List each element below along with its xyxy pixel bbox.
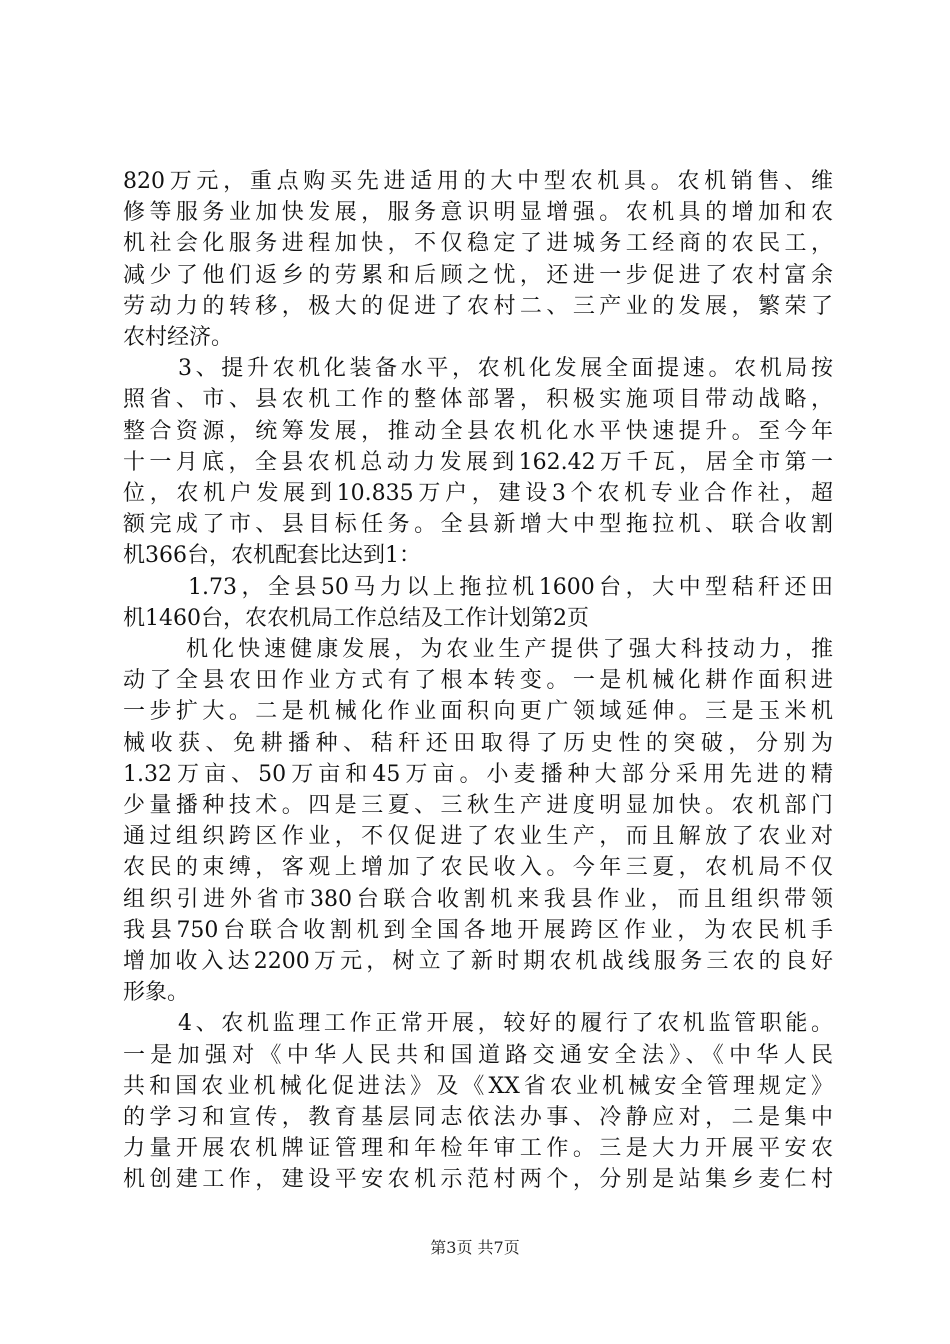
- text-line: 3、提升农机化装备水平，农机化发展全面提速。农机局按: [178, 356, 833, 382]
- text-line: 修等服务业加快发展，服务意识明显增强。农机具的增加和农: [123, 200, 833, 226]
- text-line: 一步扩大。二是机械化作业面积向更广领域延伸。三是玉米机: [123, 699, 833, 725]
- text-line: 4、农机监理工作正常开展，较好的履行了农机监管职能。: [178, 1011, 833, 1037]
- text-line: 形象。: [123, 980, 190, 1006]
- text-line: 少量播种技术。四是三夏、三秋生产进度明显加快。农机部门: [123, 793, 833, 818]
- text-line: 1.32万亩、50万亩和45万亩。小麦播种大部分采用先进的精: [123, 761, 833, 787]
- text-line: 机366台，农机配套比达到1：: [123, 543, 421, 569]
- text-line: 增加收入达2200万元，树立了新时期农机战线服务三农的良好: [123, 949, 833, 974]
- text-line: 机化快速健康发展，为农业生产提供了强大科技动力，推: [186, 637, 833, 662]
- text-line: 位，农机户发展到10.835万户，建设3个农机专业合作社，超: [123, 481, 833, 506]
- text-line: 组织引进外省市380台联合收割机来我县作业，而且组织带领: [123, 886, 833, 912]
- text-line: 农民的束缚，客观上增加了农民收入。今年三夏，农机局不仅: [123, 855, 833, 881]
- text-line: 一是加强对《中华人民共和国道路交通安全法》、《中华人民: [123, 1042, 833, 1068]
- text-line: 我县750台联合收割机到全国各地开展跨区作业，为农民机手: [123, 917, 833, 943]
- text-line: 十一月底，全县农机总动力发展到162.42万千瓦，居全市第一: [123, 449, 833, 475]
- text-line: 通过组织跨区作业，不仅促进了农业生产，而且解放了农业对: [123, 824, 833, 850]
- text-line: 农村经济。: [123, 325, 234, 350]
- text-line: 机社会化服务进程加快，不仅稳定了进城务工经商的农民工，: [123, 231, 833, 257]
- page-footer: [0, 1237, 950, 1259]
- text-line: 力量开展农机牌证管理和年检年审工作。三是大力开展平安农: [123, 1136, 833, 1162]
- text-line: 机1460台，农农机局工作总结及工作计划第2页: [123, 605, 589, 631]
- text-line: 劳动力的转移，极大的促进了农村二、三产业的发展，繁荣了: [123, 293, 833, 319]
- text-line: 1.73，全县50马力以上拖拉机1600台，大中型秸秆还田: [188, 574, 833, 600]
- text-line: 整合资源，统筹发展，推动全县农机化水平快速提升。至今年: [123, 418, 833, 444]
- text-line: 械收获、免耕播种、秸秆还田取得了历史性的突破，分别为: [123, 730, 833, 756]
- page-number-label: 第3页 共7页: [430, 1238, 520, 1257]
- text-line: 的学习和宣传，教育基层同志依法办事、冷静应对，二是集中: [123, 1105, 833, 1130]
- text-line: 机创建工作，建设平安农机示范村两个，分别是站集乡麦仁村: [123, 1167, 833, 1193]
- text-line: 820万元，重点购买先进适用的大中型农机具。农机销售、维: [123, 169, 833, 194]
- text-line: 照省、市、县农机工作的整体部署，积极实施项目带动战略，: [123, 387, 833, 413]
- text-line: 动了全县农田作业方式有了根本转变。一是机械化耕作面积进: [123, 668, 833, 694]
- text-line: 共和国农业机械化促进法》及《XX省农业机械安全管理规定》: [123, 1073, 833, 1099]
- text-line: 减少了他们返乡的劳累和后顾之忧，还进一步促进了农村富余: [123, 262, 833, 288]
- text-line: 额完成了市、县目标任务。全县新增大中型拖拉机、联合收割: [123, 512, 833, 538]
